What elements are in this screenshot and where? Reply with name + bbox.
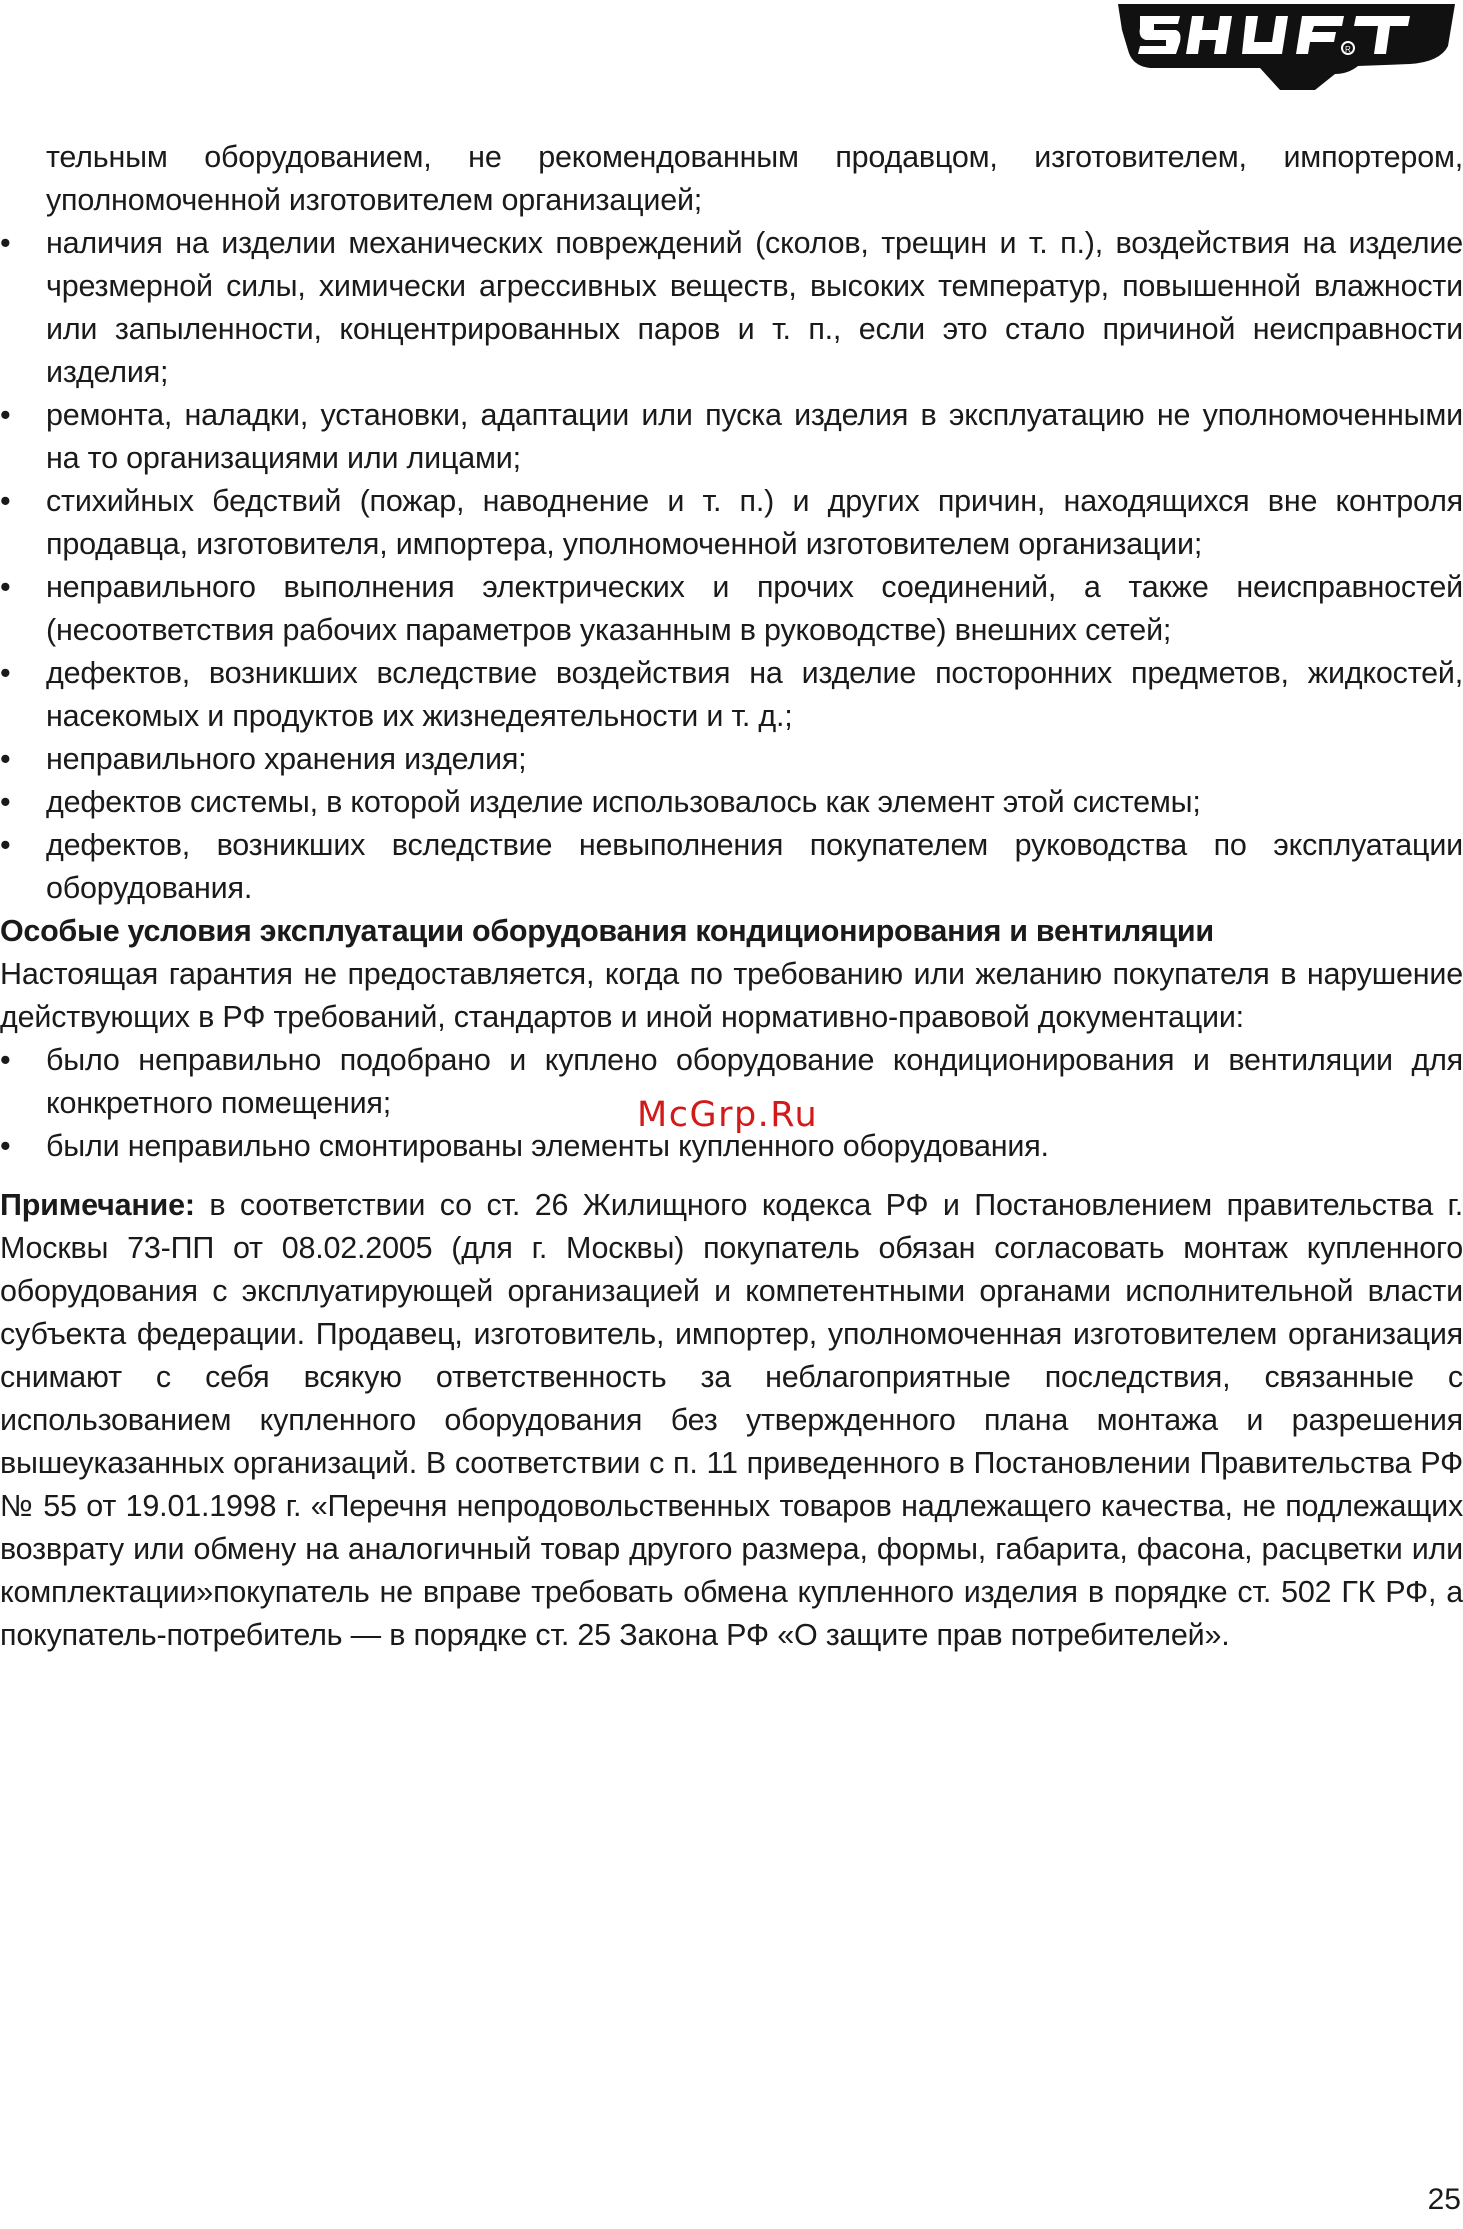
watermark: McGrp.Ru [637,1095,819,1135]
page-number: 25 [1427,2183,1461,2216]
exclusions-list [0,222,1463,910]
page-content [0,136,1463,1657]
list-item: • было неправильно подобрано и куплено оборудование кондиционирования и вентиляции для конкретного помещения; [0,1039,1463,1125]
list-item: • дефектов системы, в которой изделие использовалось как элемент этой системы; [0,781,1463,824]
continuation-text: тельным оборудованием, не рекомендованным продавцом, изготовителем, импортером, уполномоченной изготовителем организацией; [46,140,1463,217]
section-intro: Настоящая гарантия не предоставляется, когда по требованию или желанию покупателя в нарушение действующих в РФ требований, стандартов и иной нормативно-правовой документации: [0,957,1463,1034]
list-item: • ремонта, наладки, установки, адаптации или пуска изделия в эксплуатацию не уполномоченными на то организациями или лицами; [0,394,1463,480]
list-item: • неправильного выполнения электрических и прочих соединений, а также неисправностей (несоответствия рабочих параметров указанным в руководстве) внешних сетей; [0,566,1463,652]
note-text: в соответствии со ст. 26 Жилищного кодекса РФ и Постановлением правительства г. Москвы 73-ПП от 08.02.2005 (для г. Москвы) покупатель обязан согласовать монтаж купленного оборудования с эксплуатирующей организацией и компетентными органами исполнительной власти субъекта федерации. Продавец, изготовитель, импортер, уполномоченная изготовителем организация снимают с себя всякую ответственность за неблагоприятные последствия, связанные с использованием купленного оборудования без утвержденного плана монтажа и разрешения вышеуказанных организаций. В соответствии с п. 11 приведенного в Постановлении Правительства РФ № 55 от 19.01.1998 г. «Перечня непродовольственных товаров надлежащего качества, не подлежащих возврату или обмену на аналогичный товар другого размера, формы, габарита, фасона, расцветки или комплектации»покупатель не вправе требовать обмена купленного изделия в порядке ст. 502 ГК РФ, а покупатель-потребитель — в порядке ст. 25 Закона РФ «О защите прав потребителей». [0,1188,1463,1652]
list-item: • стихийных бедствий (пожар, наводнение и т. п.) и других причин, находящихся вне контроля продавца, изготовителя, импортера, уполномоченной изготовителем организации; [0,480,1463,566]
section-heading: Особые условия эксплуатации оборудования кондиционирования и вентиляции [0,914,1214,948]
list-item: • дефектов, возникших вследствие воздействия на изделие посторонних предметов, жидкостей, насекомых и продуктов их жизнедеятельности и т. д.; [0,652,1463,738]
note-paragraph [0,1184,1463,1657]
list-item: • были неправильно смонтированы элементы купленного оборудования. [0,1125,1463,1168]
list-item: • неправильного хранения изделия; [0,738,1463,781]
note-label: Примечание: [0,1188,195,1222]
list-item: • наличия на изделии механических повреждений (сколов, трещин и т. п.), воздействия на изделие чрезмерной силы, химически агрессивных веществ, высоких температур, повышенной влажности или запыленности, концентрированных паров и т. п., если это стало причиной неисправности изделия; [0,222,1463,394]
list-item: • дефектов, возникших вследствие невыполнения покупателем руководства по эксплуатации оборудования. [0,824,1463,910]
svg-text:R: R [1345,45,1351,54]
shuft-logo [1110,0,1463,96]
